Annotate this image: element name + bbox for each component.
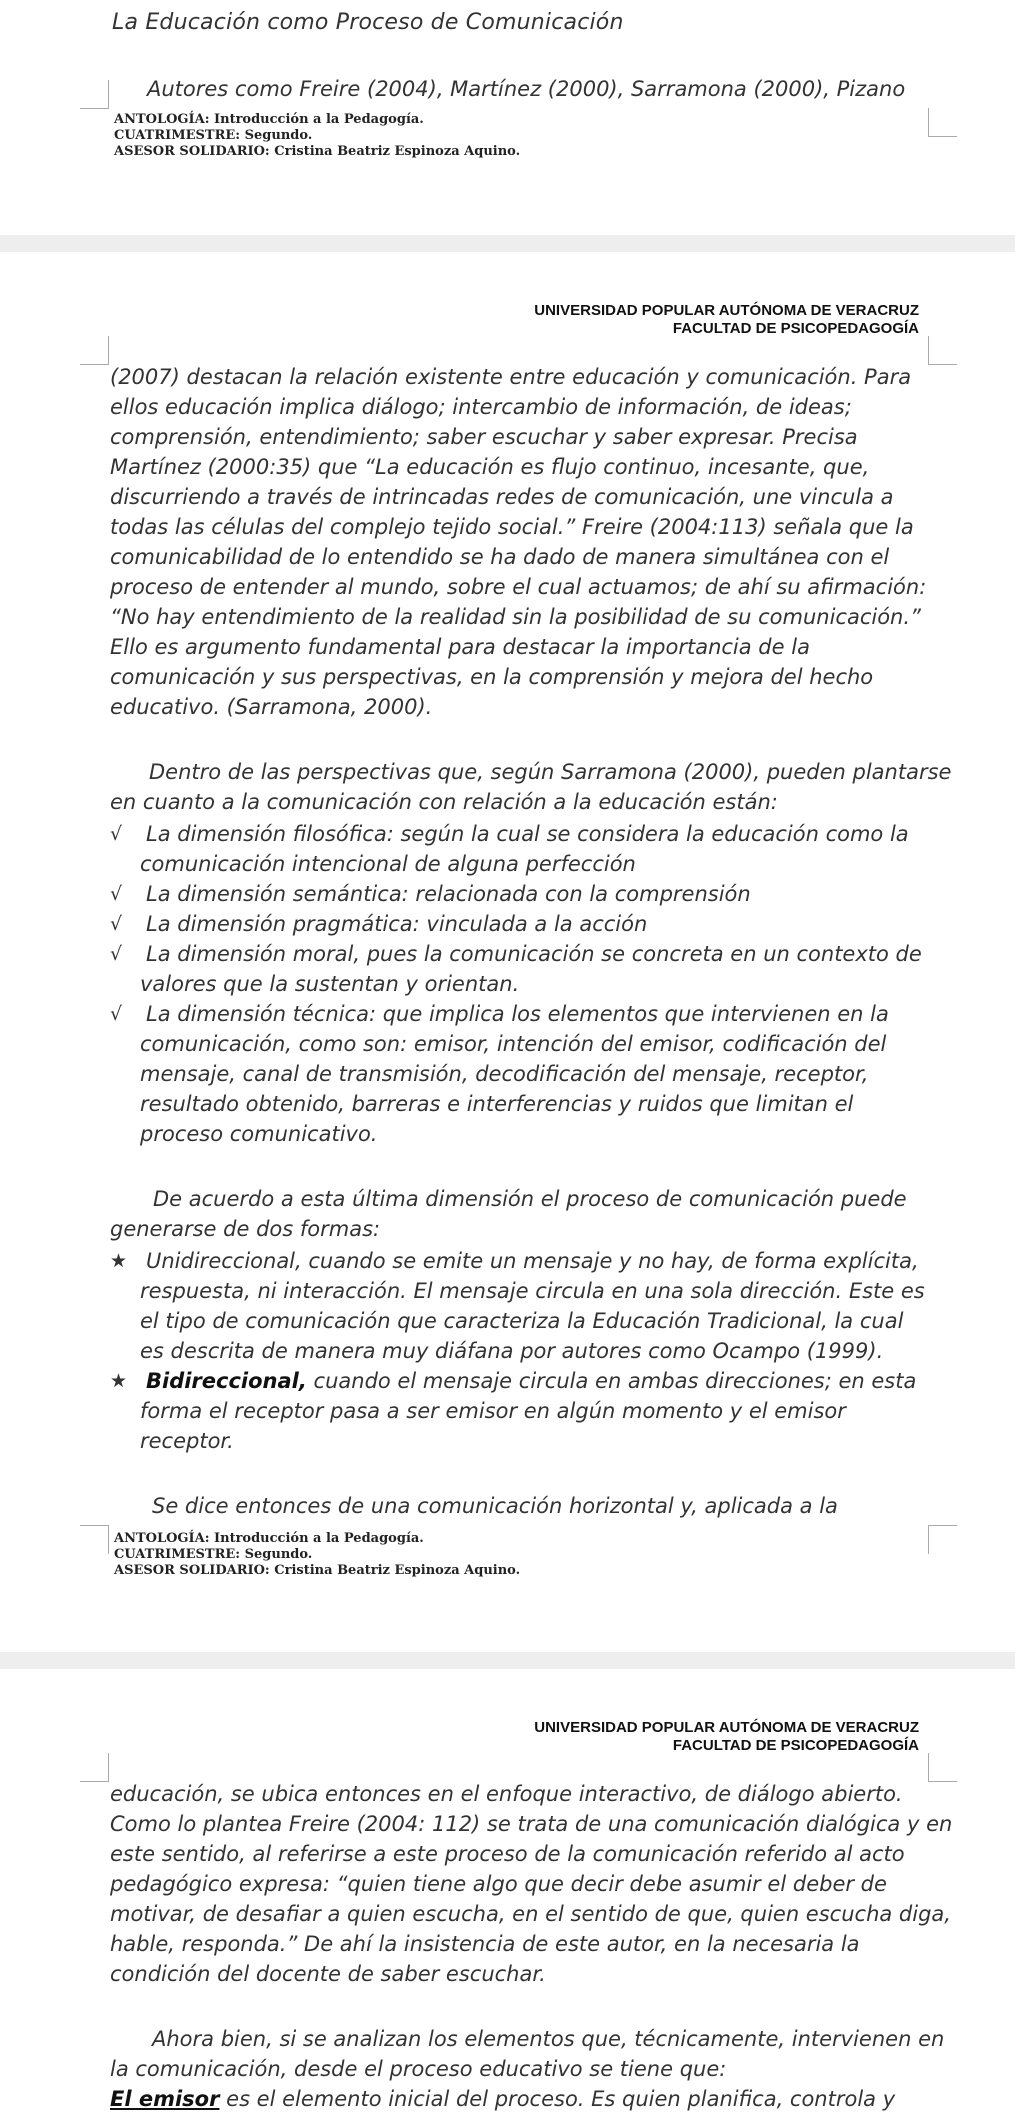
page-1-footer [114, 112, 520, 160]
footer-cuatrimestre-value: Segundo. [244, 128, 313, 143]
p3-para1-line: hable, responda.” De ahí la insistencia de este autor, en la necesaria la [110, 1932, 860, 1956]
form-bidireccional-cont: forma el receptor pasa a ser emisor en algún momento y el emisor [140, 1399, 846, 1423]
document-title: La Educación como Proceso de Comunicación [112, 10, 624, 35]
page-3 [0, 1669, 1015, 2111]
star-bullet-icon: ★ [110, 1370, 128, 1392]
footer-asesor-value: Cristina Beatriz Espinoza Aquino. [274, 1563, 521, 1578]
p2-para4-line: Se dice entonces de una comunicación horizontal y, aplicada a la [152, 1494, 838, 1518]
p2-para1-line: (2007) destacan la relación existente entre educación y comunicación. Para [110, 365, 912, 389]
dimension-item: La dimensión pragmática: vinculada a la acción [146, 912, 648, 936]
footer-antologia-value: Introducción a la Pedagogía. [214, 1531, 424, 1546]
header-university: UNIVERSIDAD POPULAR AUTÓNOMA DE VERACRUZ [534, 1719, 919, 1736]
check-mark-icon: √ [110, 943, 123, 965]
p2-para1-line: comunicabilidad de lo entendido se ha dado de manera simultánea con el [110, 545, 890, 569]
form-bidireccional-cont: receptor. [140, 1429, 234, 1453]
p3-para1-line: condición del docente de saber escuchar. [110, 1962, 546, 1986]
dimension-item: La dimensión semántica: relacionada con la comprensión [146, 882, 751, 906]
p3-para1-line: educación, se ubica entonces en el enfoque interactivo, de diálogo abierto. [110, 1782, 903, 1806]
dimension-item: La dimensión moral, pues la comunicación se concreta en un contexto de [146, 942, 922, 966]
p2-para2-line: en cuanto a la comunicación con relación a la educación están: [110, 790, 778, 814]
dimension-item: comunicación intencional de alguna perfección [140, 852, 636, 876]
footer-cuatrimestre-label: CUATRIMESTRE: [114, 1547, 245, 1562]
check-mark-icon: √ [110, 1003, 123, 1025]
p2-para2-line: Dentro de las perspectivas que, según Sarramona (2000), pueden plantarse [149, 760, 952, 784]
dimension-item: mensaje, canal de transmisión, decodificación del mensaje, receptor, [140, 1062, 869, 1086]
form-unidireccional-cont: el tipo de comunicación que caracteriza la Educación Tradicional, la cual [140, 1309, 904, 1333]
dimension-item: comunicación, como son: emisor, intención del emisor, codificación del [140, 1032, 887, 1056]
check-mark-icon: √ [110, 883, 123, 905]
footer-antologia-value: Introducción a la Pedagogía. [214, 112, 424, 127]
footer-asesor-value: Cristina Beatriz Espinoza Aquino. [274, 144, 521, 159]
footer-antologia-label: ANTOLOGÍA: [114, 112, 215, 127]
page-2 [0, 252, 1015, 1652]
dimension-item: La dimensión filosófica: según la cual se considera la educación como la [146, 822, 909, 846]
form-unidireccional [146, 1246, 919, 1276]
p3-para2-line: la comunicación, desde el proceso educativo se tiene que: [110, 2057, 727, 2081]
bidireccional-text: cuando el mensaje circula en ambas direcciones; en esta [306, 1369, 917, 1393]
footer-antologia-label: ANTOLOGÍA: [114, 1531, 215, 1546]
form-unidireccional-cont: respuesta, ni interacción. El mensaje circula en una sola dirección. Este es [140, 1279, 925, 1303]
page1-line-1: Autores como Freire (2004), Martínez (2000), Sarramona (2000), Pizano [147, 77, 906, 101]
footer-cuatrimestre-value: Segundo. [244, 1547, 313, 1562]
emisor-text: es el elemento inicial del proceso. Es quien planifica, controla y [219, 2087, 896, 2111]
crop-mark-bottom-left [80, 1525, 109, 1554]
crop-mark-top-right [928, 108, 957, 137]
p3-para1-line: motivar, de desafiar a quien escucha, en el sentido de que, quien escucha diga, [110, 1902, 951, 1926]
star-bullet-icon: ★ [110, 1250, 128, 1272]
crop-mark-top-left [80, 1753, 109, 1782]
crop-mark-top-right [928, 336, 957, 365]
page-3-header [534, 1719, 919, 1755]
p2-para1-line: Ello es argumento fundamental para destacar la importancia de la [110, 635, 810, 659]
p2-para1-line: educativo. (Sarramona, 2000). [110, 695, 433, 719]
p3-cut-line [110, 2084, 895, 2114]
header-university: UNIVERSIDAD POPULAR AUTÓNOMA DE VERACRUZ [534, 302, 919, 319]
page-2-footer [114, 1531, 520, 1579]
page-gap-1 [0, 235, 1015, 252]
unidireccional-text: cuando se emite un mensaje y no hay, de forma explícita, [301, 1249, 919, 1273]
page-2-header [534, 302, 919, 338]
header-faculty: FACULTAD DE PSICOPEDAGOGÍA [672, 320, 919, 337]
crop-mark-bottom-right [928, 1525, 957, 1554]
p3-para1-line: pedagógico expresa: “quien tiene algo que decir debe asumir el deber de [110, 1872, 887, 1896]
footer-cuatrimestre-label: CUATRIMESTRE: [114, 128, 245, 143]
crop-mark-top-left [80, 336, 109, 365]
p3-para2-line: Ahora bien, si se analizan los elementos que, técnicamente, intervienen en [152, 2027, 945, 2051]
footer-asesor-label: ASESOR SOLIDARIO: [114, 144, 275, 159]
p3-para1-line: este sentido, al referirse a este proceso de la comunicación referido al acto [110, 1842, 905, 1866]
p2-para1-line: todas las células del complejo tejido social.” Freire (2004:113) señala que la [110, 515, 914, 539]
p2-para1-line: ellos educación implica diálogo; intercambio de información, de ideas; [110, 395, 852, 419]
p2-para1-line: comunicación y sus perspectivas, en la comprensión y mejora del hecho [110, 665, 874, 689]
p2-para3-line: De acuerdo a esta última dimensión el proceso de comunicación puede [153, 1187, 907, 1211]
page-1 [0, 0, 1015, 235]
header-faculty: FACULTAD DE PSICOPEDAGOGÍA [672, 1737, 919, 1754]
dimension-item: proceso comunicativo. [140, 1122, 378, 1146]
crop-mark-top-right [928, 1753, 957, 1782]
p2-para1-line: “No hay entendimiento de la realidad sin la posibilidad de su comunicación.” [110, 605, 921, 629]
dimension-item: resultado obtenido, barreras e interferencias y ruidos que limitan el [140, 1092, 854, 1116]
p2-para1-line: Martínez (2000:35) que “La educación es flujo continuo, incesante, que, [110, 455, 870, 479]
form-unidireccional-cont: es descrita de manera muy diáfana por autores como Ocampo (1999). [140, 1339, 884, 1363]
p3-para1-line: Como lo plantea Freire (2004: 112) se trata de una comunicación dialógica y en [110, 1812, 953, 1836]
p2-para1-line: discurriendo a través de intrincadas redes de comunicación, une vincula a [110, 485, 894, 509]
dimension-item: La dimensión técnica: que implica los elementos que intervienen en la [146, 1002, 889, 1026]
p2-para1-line: comprensión, entendimiento; saber escuchar y saber expresar. Precisa [110, 425, 858, 449]
emisor-term: El emisor [110, 2087, 220, 2111]
unidireccional-term: Unidireccional, [146, 1249, 302, 1273]
dimension-item: valores que la sustentan y orientan. [140, 972, 520, 996]
page-gap-2 [0, 1652, 1015, 1669]
check-mark-icon: √ [110, 823, 123, 845]
check-mark-icon: √ [110, 913, 123, 935]
p2-para3-line: generarse de dos formas: [110, 1217, 381, 1241]
p2-para1-line: proceso de entender al mundo, sobre el cual actuamos; de ahí su afirmación: [110, 575, 927, 599]
footer-asesor-label: ASESOR SOLIDARIO: [114, 1563, 275, 1578]
form-bidireccional [146, 1366, 916, 1396]
bidireccional-term: Bidireccional, [146, 1369, 307, 1393]
crop-mark-top-left [80, 80, 109, 109]
